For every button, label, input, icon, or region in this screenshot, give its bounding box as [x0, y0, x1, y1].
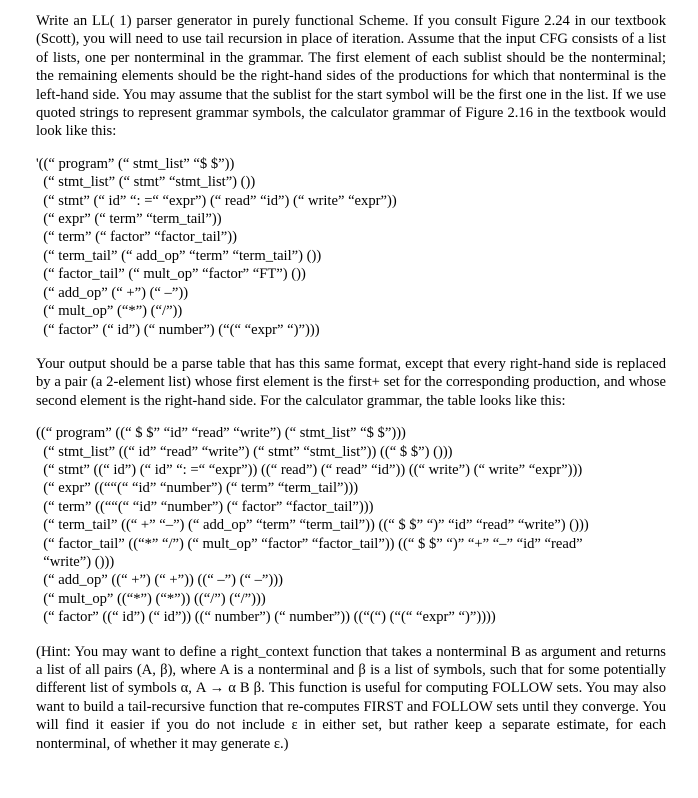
spacer: [36, 339, 666, 355]
spacer: [36, 627, 666, 643]
hint-paragraph: (Hint: You may want to define a right_context function that takes a nonterminal B as argument and returns a list of all pairs (A, β), where A is a nonterminal and β is a list of symbols, such that for some potentially different list of symbols α, A → α B β. This function is useful for computing FOLLOW sets. You may also want to build a tail-recursive function that re-computes FIRST and FOLLOW sets until they converge. You will find it easier if you do not include ε in either set, but rather keep a separate estimate, for each nonterminal, of whether it may generate ε.): [36, 643, 666, 752]
assignment-document: [36, 12, 666, 753]
parse-table-listing: ((“ program” ((“ $ $” “id” “read” “write”) (“ stmt_list” “$ $”))) (“ stmt_list” ((“ id” “read” “write”) (“ stmt” “stmt_list”)) ((“ $ $”) ())) (“ stmt” ((“ id”) (“ id” “: =“ “expr”)) ((“ read”) (“ read” “id”)) ((“ write”) (“ write” “expr”))) (“ expr” ((““(“ “id” “number”) (“ term” “term_tail”))) (“ term” ((““(“ “id” “number”) (“ factor” “factor_tail”))) (“ term_tail” ((“ +” “–”) (“ add_op” “term” “term_tail”)) ((“ $ $” “)” “id” “read” “write”) ())) (“ factor_tail” ((“*” “/”) (“ mult_op” “factor” “factor_tail”)) ((“ $ $” “)” “+” “–” “id” “read” “write”) ())) (“ add_op” ((“ +”) (“ +”)) ((“ –”) (“ –”))) (“ mult_op” ((“*”) (“*”)) ((“/”) (“/”))) (“ factor” ((“ id”) (“ id”)) ((“ number”) (“ number”)) ((“(“) (“(“ “expr” “)”)))): [36, 425, 589, 626]
intro-paragraph: Write an LL( 1) parser generator in purely functional Scheme. If you consult Figure 2.24 in our textbook (Scott), you will need to use tail recursion in place of iteration. Assume that the input CFG consists of a list of lists, one per nonterminal in the grammar. The first element of each sublist should be the nonterminal; the remaining elements should be the right-hand sides of the productions for which that nonterminal is the left-hand side. You may assume that the sublist for the start symbol will be the first one in the list. If we use quoted strings to represent grammar symbols, the calculator grammar of Figure 2.16 in the textbook would look like this:: [36, 13, 666, 140]
spacer: [36, 410, 666, 424]
spacer: [36, 141, 666, 155]
grammar-listing: '((“ program” (“ stmt_list” “$ $”)) (“ stmt_list” (“ stmt” “stmt_list”) ()) (“ stmt” (“ id” “: =“ “expr”) (“ read” “id”) (“ write” “expr”)) (“ expr” (“ term” “term_tail”)) (“ term” (“ factor” “factor_tail”)) (“ term_tail” (“ add_op” “term” “term_tail”) ()) (“ factor_tail” (“ mult_op” “factor” “FT”) ()) (“ add_op” (“ +”) (“ –”)) (“ mult_op” (“*”) (“/”)) (“ factor” (“ id”) (“ number”) (“(“ “expr” “)”))): [36, 155, 397, 338]
output-description-paragraph: Your output should be a parse table that has this same format, except that every right-hand side is replaced by a pair (a 2-element list) whose first element is the first+ set for the corresponding production, and whose second element is the right-hand side. For the calculator grammar, the table looks like this:: [36, 355, 666, 409]
